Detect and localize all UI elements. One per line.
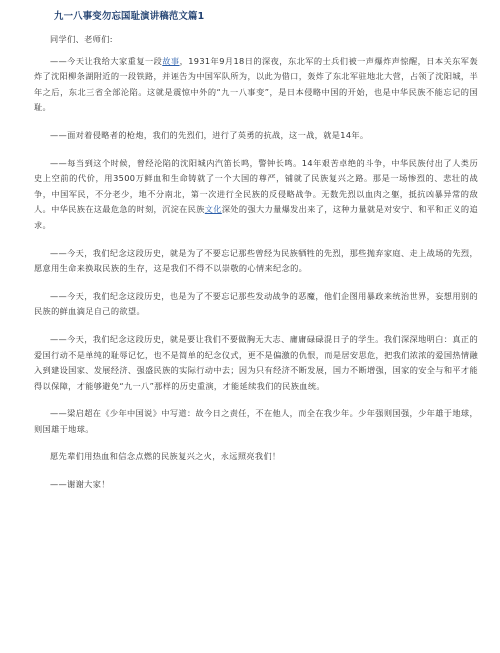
story-link[interactable]: 故事	[162, 55, 180, 66]
paragraph-1-part-b: ，1931年9月18日的深夜，东北军的士兵们被一声爆炸声惊醒，日本关东军轰炸了沈阳柳条湖附近的一段铁路，并诬告为中国军队所为，以此为借口，轰炸了东北军驻地北大营，占领了沈阳城，半年之后，东北三省全部沦陷。这就是震惊中外的“九一八事变”，是日本侵略中国的开始，也是中华民族不能忘记的国耻。	[34, 55, 478, 113]
paragraph-2	[34, 128, 478, 144]
paragraph-6-text: ——今天，我们纪念这段历史，就是要让我们不要做胸无大志、庸庸碌碌混日子的学生。我们深深地明白：真正的爱国行动不是单纯的耻辱记忆，也不是简单的纪念仪式，更不是偏激的仇恨，而是居安思危，把我们浓浓的爱国热情融入到建设国家、发展经济、强盛民族的实际行动中去；因为只有经济不断发展，国力不断增强，国家的安全与和平才能得以保障，才能够避免“九一八”那样的历史重演，才能延续我们的民族血统。	[34, 333, 478, 391]
document-title: 九一八事变勿忘国耻演讲稿范文篇1	[54, 11, 205, 22]
paragraph-3-part-a: ——每当到这个时候，曾经沦陷的沈阳城内汽笛长鸣，警钟长鸣。14年艰苦卓绝的斗争，中华民族付出了人类历史上空前的代价，用3500万鲜血和生命铸就了一个大国的尊严，铺就了民族复兴之路。那是一场惨烈的、悲壮的战争，中国军民，不分老少，地不分南北，第一次进行全民族的反侵略战争。无数先烈以血肉之躯，抵抗凶暴异常的敌人。中华民族在这最危急的时刻，沉淀在民族	[34, 157, 478, 215]
paragraph-2-text: ——面对着侵略者的枪炮，我们的先烈们，进行了英勇的抗战，这一战，就是14年。	[50, 129, 369, 140]
paragraph-1	[34, 54, 478, 116]
greeting	[34, 32, 478, 48]
paragraph-6	[34, 332, 478, 394]
paragraph-3-part-b: 深处的强大力量爆发出来了，这种力量就是对安宁、和平和正义的追求。	[34, 204, 478, 230]
paragraph-4-text: ——今天，我们纪念这段历史，就是为了不要忘记那些曾经为民族牺牲的先烈，那些抛弃家庭、走上战场的先烈，愿意用生命来换取民族的生存，这是我们不得不以崇敬的心情来纪念的。	[34, 247, 478, 274]
paragraph-8	[34, 449, 478, 465]
paragraph-5	[34, 289, 478, 320]
paragraph-5-text: ——今天，我们纪念这段历史，也是为了不要忘记那些发动战争的恶魔，他们企图用暴政来统治世界，妄想用别的民族的鲜血滴足自己的欲望。	[34, 290, 478, 317]
closing-text: ——谢谢大家！	[50, 479, 110, 490]
paragraph-8-text: 愿先辈们用热血和信念点燃的民族复兴之火，永远照亮我们！	[50, 451, 281, 462]
greeting-text: 同学们、老师们:	[50, 34, 113, 44]
closing	[34, 477, 478, 493]
paragraph-3	[34, 156, 478, 234]
paragraph-7	[34, 406, 478, 437]
paragraph-7-text: ——梁启超在《少年中国说》中写道：故今日之责任，不在他人，而全在我少年。少年强则国强，少年雄于地球，则国雄于地球。	[34, 408, 478, 434]
culture-link[interactable]: 文化	[204, 204, 222, 215]
paragraph-4	[34, 246, 478, 277]
paragraph-1-part-a: ——今天让我给大家重复一段	[50, 55, 163, 66]
